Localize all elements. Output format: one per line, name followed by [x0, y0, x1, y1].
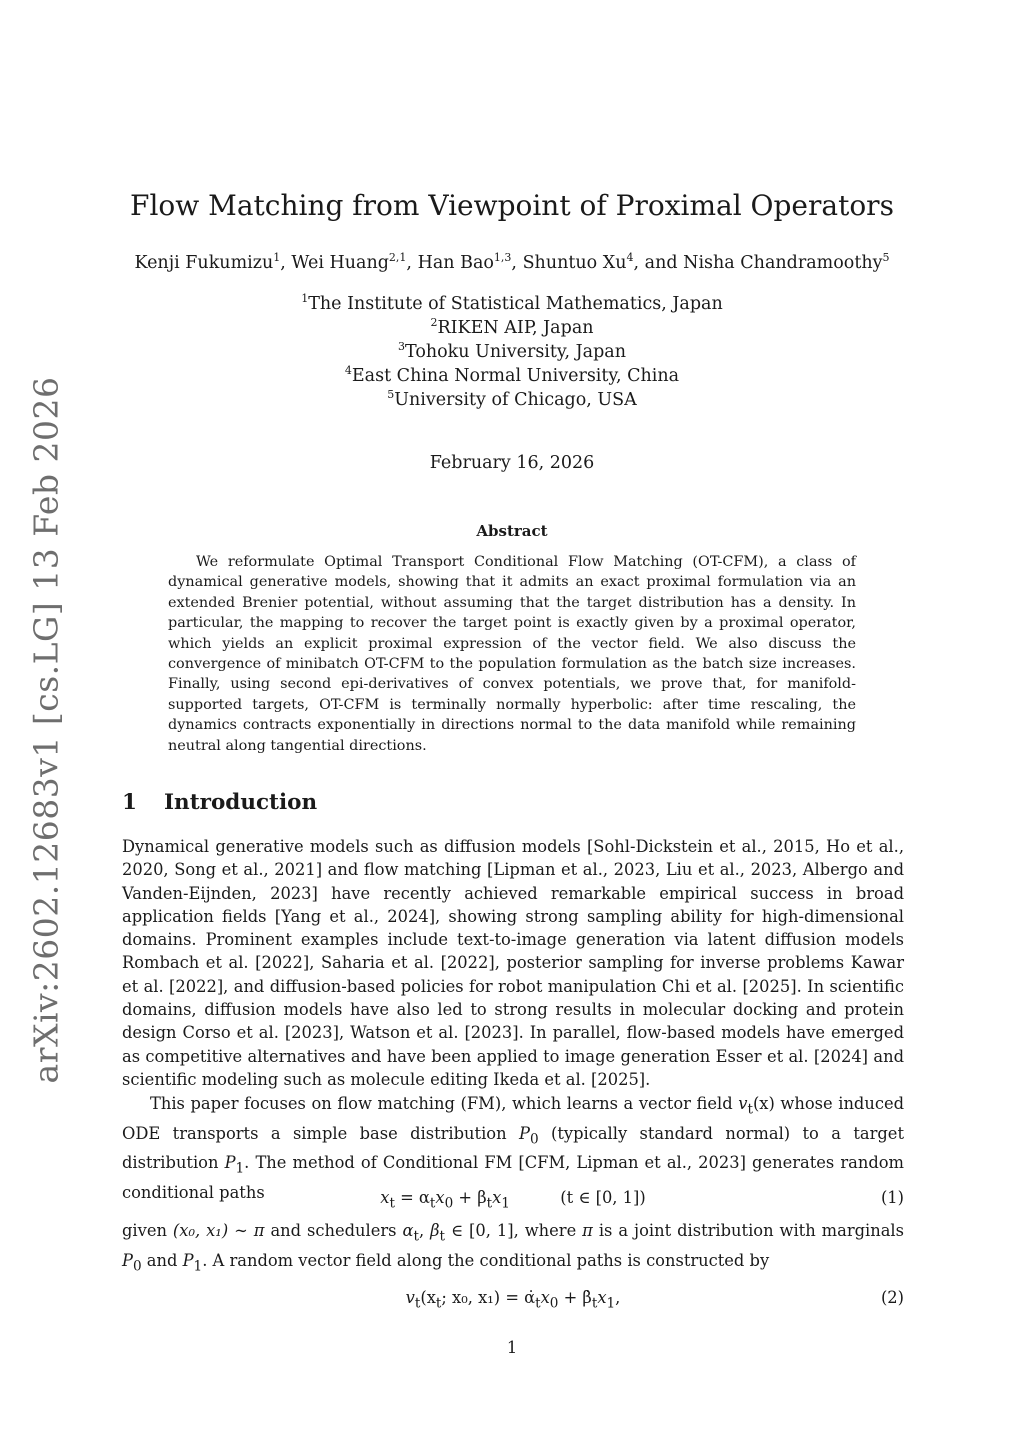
paragraph-text: . The method of Conditional FM [CFM, Lipman et al., 2023] generates random conditional paths	[122, 1153, 904, 1202]
affiliation-mark: 1	[301, 292, 309, 305]
math-expression: (x	[420, 1288, 436, 1307]
affiliation-list	[0, 292, 1024, 412]
affiliation-text: Tohoku University, Japan	[405, 342, 626, 362]
arxiv-identifier-stamp: arXiv:2602.12683v1 [cs.LG] 13 Feb 2026	[26, 376, 66, 1084]
inline-math-subscript: 0	[132, 1257, 142, 1274]
affiliation	[0, 316, 1024, 340]
intro-paragraph: Dynamical generative models such as diffusion models [Sohl-Dickstein et al., 2015, Ho et al., 2020, Song et al., 2021] and flow matching [Lipman et al., 2023, Liu et al., 2023, Albergo and Vanden-Eijnden, 2023] have recently achieved remarkable empirical success in broad application fields [Yang et al., 2024], showing strong sampling ability for high-dimensional domains. Prominent examples include text-to-image generation via latent diffusion models Rombach et al. [2022], Saharia et al. [2022], posterior sampling for inverse problems Kawar et al. [2022], and diffusion-based policies for robot manipulation Chi et al. [2025]. In scientific domains, diffusion models have also led to strong results in molecular docking and protein design Corso et al. [2023], Watson et al. [2023]. In parallel, flow-based models have emerged as competitive alternatives and have been applied to image generation Esser et al. [2024] and scientific modeling such as molecule editing Ikeda et al. [2025].	[122, 837, 904, 1089]
inline-math: P	[122, 1250, 133, 1270]
math-subscript: t	[535, 1295, 541, 1312]
math-subscript: t	[389, 1195, 395, 1212]
author-affiliation-mark: 4	[626, 251, 634, 264]
math-symbol: x	[435, 1188, 445, 1207]
math-symbol: x	[492, 1188, 502, 1207]
paragraph-text: and	[141, 1250, 183, 1270]
affiliation	[0, 292, 1024, 316]
math-subscript: 1	[606, 1295, 616, 1312]
math-symbol: x	[540, 1288, 550, 1307]
math-subscript: t	[486, 1195, 493, 1212]
author-affiliation-mark: 1	[273, 251, 281, 264]
math-expression: + β	[453, 1188, 487, 1207]
math-expression: = α	[400, 1188, 430, 1207]
section-heading	[122, 789, 317, 817]
author-name: Han Bao	[417, 253, 494, 273]
abstract-heading: Abstract	[476, 522, 548, 540]
paragraph-text: . A random vector field along the conditional paths is constructed by	[202, 1250, 770, 1270]
author-name: Wei Huang	[291, 253, 389, 273]
affiliation-mark: 5	[387, 388, 395, 401]
author-separator: ,	[406, 253, 418, 273]
math-symbol: x	[380, 1188, 390, 1207]
paragraph-text: whose induced ODE transports a simple base distribution	[122, 1094, 905, 1143]
equation-condition: (t ∈ [0, 1])	[560, 1188, 646, 1207]
equation-body	[122, 1186, 904, 1215]
affiliation-text: University of Chicago, USA	[394, 390, 637, 410]
affiliation-text: RIKEN AIP, Japan	[437, 318, 594, 338]
display-equation-1	[122, 1186, 904, 1210]
inline-math: π	[582, 1221, 593, 1240]
inline-math-subscript: t	[439, 1228, 446, 1245]
math-expression: = α̇	[505, 1288, 536, 1307]
author-name: Nisha Chandramoothy	[683, 253, 883, 273]
paragraph-text: (typically standard normal) to a target distribution	[122, 1123, 904, 1173]
paragraph-text: , where	[513, 1221, 583, 1240]
inline-math-subscript: t	[413, 1228, 419, 1245]
inline-math-subscript: t	[747, 1101, 753, 1118]
author-separator: ,	[511, 253, 523, 273]
author-separator: ,	[280, 253, 292, 273]
intro-paragraph: given (x₀, x₁) ∼ π and schedulers $\alpha_t$, $\beta_t$ ∈ [0, 1], where π is a joint distribution with marginals $P_0$ and $P_1$. A random vector field along the conditional paths is constructed by	[122, 1221, 904, 1274]
author-conjunction: and	[644, 253, 684, 273]
author-affiliation-mark: 5	[882, 251, 890, 264]
author-name: Shuntuo Xu	[522, 253, 627, 273]
paragraph-text: This paper focuses on flow matching (FM), which learns a vector field	[150, 1094, 739, 1113]
publication-date: February 16, 2026	[429, 453, 595, 473]
affiliation-mark: 2	[430, 316, 438, 329]
author-name: Kenji Fukumizu	[134, 253, 274, 273]
affiliation	[0, 364, 1024, 388]
math-expression: ,	[615, 1288, 621, 1307]
inline-math: (x₀, x₁) ∼ π	[172, 1221, 265, 1240]
math-subscript: t	[429, 1195, 436, 1212]
math-subscript: t	[414, 1295, 421, 1312]
inline-math: P	[182, 1250, 194, 1270]
math-subscript: t	[591, 1295, 598, 1312]
display-equation-2	[122, 1286, 904, 1310]
math-symbol: x	[597, 1288, 607, 1307]
inline-math: v	[738, 1094, 748, 1113]
affiliation-text: East China Normal University, China	[351, 366, 680, 386]
affiliation	[0, 388, 1024, 412]
math-subscript: 0	[549, 1295, 559, 1312]
math-expression: + β̇	[558, 1288, 592, 1307]
equation-number: (2)	[880, 1288, 904, 1307]
section-number: 1	[122, 790, 137, 815]
page-number: 1	[506, 1338, 518, 1357]
abstract-body: We reformulate Optimal Transport Conditional Flow Matching (OT-CFM), a class of dynamical generative models, showing that it admits an exact proximal formulation via an extended Brenier potential, without assuming that the target distribution has a density. In particular, the mapping to recover the target point is exactly given by a proximal operator, which yields an explicit proximal expression of the vector field. We also discuss the convergence of minibatch OT-CFM to the population formulation as the batch size increases. Finally, using second epi-derivatives of convex potentials, we prove that, for manifold-supported targets, OT-CFM is terminally normally hyperbolic: after time rescaling, the dynamics contracts exponentially in directions normal to the data manifold while remaining neutral along tangential directions.	[168, 554, 856, 754]
math-subscript: 1	[501, 1195, 510, 1212]
paragraph-text: is a joint distribution with marginals	[592, 1221, 904, 1240]
equation-number: (1)	[880, 1188, 904, 1207]
math-subscript: 0	[444, 1195, 454, 1212]
inline-math: α	[402, 1221, 414, 1240]
affiliation-text: The Institute of Statistical Mathematics, Japan	[308, 294, 723, 314]
section-title: Introduction	[164, 790, 318, 815]
inline-math: P	[518, 1123, 530, 1143]
affiliation	[0, 340, 1024, 364]
inline-math: P	[224, 1153, 236, 1173]
affiliation-mark: 3	[398, 340, 405, 353]
author-affiliation-mark: 1,3	[493, 251, 512, 264]
paragraph-text: given	[122, 1221, 173, 1240]
equation-body	[122, 1286, 904, 1315]
math-symbol: v	[405, 1288, 415, 1307]
inline-math-subscript: 1	[193, 1257, 203, 1274]
inline-math: (x)	[752, 1094, 775, 1113]
math-expression: ; x₀, x₁)	[441, 1288, 501, 1307]
inline-math-subscript: 1	[235, 1160, 245, 1177]
inline-math: β	[430, 1221, 440, 1240]
paper-title: Flow Matching from Viewpoint of Proximal Operators	[130, 189, 894, 222]
affiliation-mark: 4	[344, 364, 352, 377]
paragraph-text: and schedulers	[264, 1221, 403, 1240]
author-separator: ,	[633, 253, 645, 273]
math-subscript: t	[435, 1295, 442, 1312]
author-list	[0, 250, 1024, 276]
inline-math-subscript: 0	[529, 1130, 539, 1147]
author-affiliation-mark: 2,1	[388, 251, 407, 264]
inline-math: ∈ [0, 1]	[445, 1221, 514, 1240]
